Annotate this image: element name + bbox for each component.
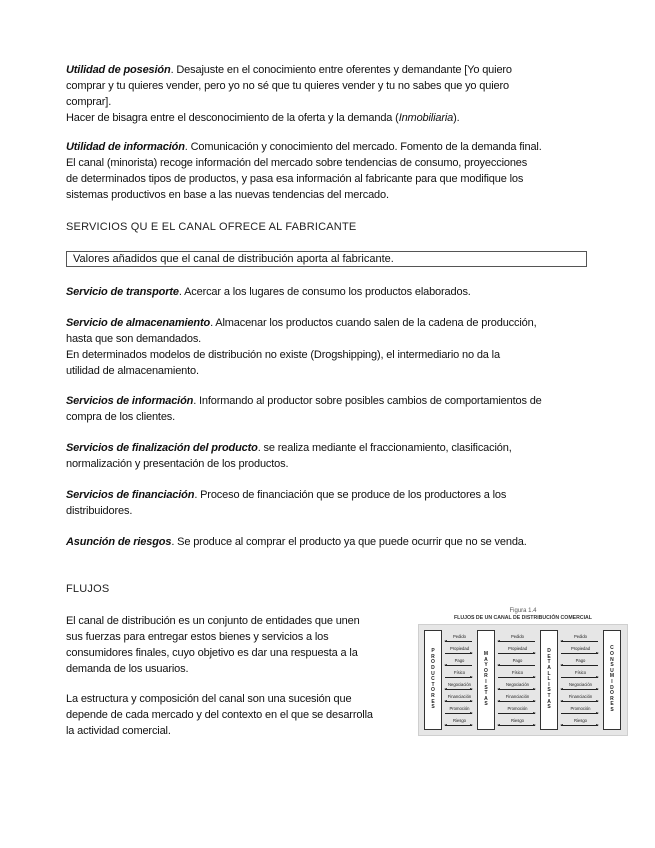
arrow-line — [561, 713, 598, 714]
flow-label: Pago — [454, 658, 465, 663]
flow-label: Negociación — [568, 682, 593, 687]
paragraph-flujos-1: El canal de distribución es un conjunto de entidades que unen sus fuerzas para entregar estos bienes y servicios a los consumidores finales, cuyo objetivo es dar una respuesta a la demanda de los usuarios. — [66, 615, 360, 675]
arrow-line — [498, 665, 535, 666]
flow-arrow — [496, 670, 539, 682]
arrow-line — [445, 665, 472, 666]
flow-arrow — [443, 646, 476, 658]
column-consumidores — [603, 630, 621, 730]
column-mayoristas — [477, 630, 495, 730]
flow-label: Pedido — [452, 634, 467, 639]
term-servicios-informacion: Servicios de información — [66, 395, 194, 407]
arrow-line — [498, 713, 535, 714]
flow-label: Riesgo — [452, 718, 467, 723]
flow-label: Riesgo — [573, 718, 588, 723]
flow-arrow — [559, 706, 602, 718]
flow-arrow — [559, 646, 602, 658]
flow-label: Físico — [574, 670, 587, 675]
column-label — [547, 649, 551, 711]
column-letter: O — [610, 651, 614, 658]
arrow-line — [445, 701, 472, 702]
column-letter: O — [610, 690, 614, 697]
figure-caption: Figura 1.4 — [509, 608, 537, 614]
column-letter: A — [484, 695, 488, 702]
arrow-line — [445, 677, 472, 678]
term-utilidad-informacion: Utilidad de información — [66, 141, 185, 153]
paragraph-asuncion-riesgos: Asunción de riesgos. Se produce al comprar el producto ya que puede ocurrir que no se venda. — [66, 536, 527, 548]
column-letter: U — [431, 670, 435, 677]
flow-arrow — [443, 670, 476, 682]
column-letter: L — [547, 670, 551, 677]
column-letter: S — [610, 662, 614, 669]
arrow-line — [561, 653, 598, 654]
arrow-line — [445, 689, 472, 690]
column-letter: S — [484, 701, 488, 708]
boxed-note: Valores añadidos que el canal de distribución aporta al fabricante. — [66, 251, 587, 267]
column-letter: O — [431, 659, 435, 666]
column-letter: C — [431, 676, 435, 683]
column-letter: D — [610, 684, 614, 691]
column-letter: S — [547, 687, 551, 694]
section-title-servicios: SERVICIOS QU E EL CANAL OFRECE AL FABRICANTE — [66, 221, 357, 233]
arrow-line — [498, 677, 535, 678]
flow-label: Negociación — [505, 682, 530, 687]
flow-label: Financiación — [505, 694, 530, 699]
column-letter: T — [547, 659, 551, 666]
arrow-line — [498, 641, 535, 642]
column-letter: I — [611, 679, 613, 685]
arrow-line — [498, 653, 535, 654]
flow-arrow — [443, 658, 476, 670]
arrow-line — [498, 725, 535, 726]
column-letter: S — [484, 684, 488, 691]
flow-arrow — [443, 634, 476, 646]
column-letter: U — [610, 667, 614, 674]
flow-arrow — [443, 718, 476, 730]
column-letter: M — [609, 673, 615, 680]
term-utilidad-posesion: Utilidad de posesión — [66, 64, 171, 76]
paragraph-servicio-almacenamiento: Servicio de almacenamiento. Almacenar los productos cuando salen de la cadena de producción, hasta que son demandados. En determinados modelos de distribución no existe (Drogshipping), el intermediario no da la utilidad de almacenamiento. — [66, 317, 537, 377]
term-asuncion-riesgos: Asunción de riesgos — [66, 536, 172, 548]
flows-group-1 — [443, 630, 476, 730]
column-letter: E — [431, 698, 435, 705]
column-letter: A — [547, 698, 551, 705]
flow-label: Propiedad — [570, 646, 591, 651]
flow-arrow — [559, 634, 602, 646]
column-letter: I — [485, 679, 487, 685]
flow-label: Pedido — [510, 634, 525, 639]
column-letter: O — [431, 687, 435, 694]
arrow-line — [445, 725, 472, 726]
flow-arrow — [496, 658, 539, 670]
column-letter: R — [431, 653, 435, 660]
flow-arrow — [496, 718, 539, 730]
arrow-line — [445, 641, 472, 642]
column-letter: R — [484, 673, 488, 680]
arrow-line — [561, 641, 598, 642]
figure-title: FLUJOS DE UN CANAL DE DISTRIBUCIÓN COMERCIAL — [454, 615, 592, 621]
flow-label: Financiación — [447, 694, 472, 699]
flow-arrow — [443, 694, 476, 706]
flow-arrow — [443, 706, 476, 718]
arrow-line — [498, 689, 535, 690]
column-label — [610, 646, 614, 713]
paragraph-flujos-2: La estructura y composición del canal son una sucesión que depende de cada mercado y del contexto en el que se desarrolla la actividad comercial. — [66, 693, 373, 737]
column-letter: D — [431, 665, 435, 672]
column-letter: T — [431, 681, 435, 688]
column-letter: O — [484, 667, 488, 674]
arrow-line — [445, 713, 472, 714]
column-letter: P — [431, 648, 435, 655]
column-letter: A — [547, 665, 551, 672]
section-title-flujos: FLUJOS — [66, 583, 110, 595]
term-servicios-financiacion: Servicios de financiación — [66, 489, 195, 501]
flow-arrow — [496, 694, 539, 706]
flow-arrow — [559, 658, 602, 670]
column-letter: D — [547, 648, 551, 655]
flow-arrow — [496, 646, 539, 658]
arrow-line — [561, 689, 598, 690]
column-letter: I — [548, 681, 550, 688]
column-letter: S — [431, 704, 435, 711]
column-letter: E — [547, 653, 551, 660]
flow-arrow — [559, 718, 602, 730]
figure-flujos-canal — [418, 608, 628, 736]
flows-group-2 — [496, 630, 539, 730]
column-label — [431, 649, 435, 711]
flow-label: Negociación — [447, 682, 472, 687]
flow-arrow — [559, 670, 602, 682]
paragraph-servicios-financiacion: Servicios de financiación. Proceso de financiación que se produce de los productores a los distribuidores. — [66, 489, 507, 517]
arrow-line — [561, 677, 598, 678]
column-letter: C — [610, 645, 614, 652]
arrow-line — [498, 701, 535, 702]
term-servicios-finalizacion: Servicios de finalización del producto — [66, 442, 258, 454]
paragraph-utilidad-informacion: Utilidad de información. Comunicación y conocimiento del mercado. Fomento de la demanda final. El canal (minorista) recoge información del mercado sobre tendencias de consumo, proyecciones de determinados tipos de productos, y pasa esa información al fabricante para que modifique los sistemas productivos en base a las nuevas tendencias del mercado. — [66, 141, 542, 201]
column-letter: T — [547, 692, 551, 699]
arrow-line — [561, 701, 598, 702]
arrow-line — [561, 725, 598, 726]
column-letter: N — [610, 656, 614, 663]
flow-arrow — [496, 634, 539, 646]
column-letter: T — [484, 690, 488, 697]
column-productores — [424, 630, 442, 730]
column-letter: R — [610, 695, 614, 702]
flow-label: Pago — [512, 658, 523, 663]
column-letter: M — [483, 651, 489, 658]
column-letter: Y — [484, 662, 488, 669]
flows-group-3 — [559, 630, 602, 730]
flow-arrow — [559, 682, 602, 694]
flow-label: Riesgo — [510, 718, 525, 723]
arrow-line — [561, 665, 598, 666]
column-letter: A — [484, 656, 488, 663]
flow-label: Pago — [575, 658, 586, 663]
column-letter: L — [547, 676, 551, 683]
flow-arrow — [443, 682, 476, 694]
paragraph-servicio-transporte: Servicio de transporte. Acercar a los lugares de consumo los productos elaborados. — [66, 286, 471, 298]
paragraph-servicios-informacion: Servicios de información. Informando al productor sobre posibles cambios de comportamientos de compra de los clientes. — [66, 395, 542, 423]
flow-label: Físico — [453, 670, 466, 675]
flow-label: Promoción — [570, 706, 591, 711]
column-letter: S — [610, 706, 614, 713]
flow-arrow — [496, 682, 539, 694]
flow-label: Financiación — [568, 694, 593, 699]
column-letter: S — [547, 704, 551, 711]
flow-label: Propiedad — [507, 646, 528, 651]
column-letter: E — [610, 701, 614, 708]
column-detallistas — [540, 630, 558, 730]
arrow-line — [445, 653, 472, 654]
flow-arrow — [559, 694, 602, 706]
flow-arrow — [496, 706, 539, 718]
flow-label: Promoción — [449, 706, 470, 711]
term-servicio-transporte: Servicio de transporte — [66, 286, 179, 298]
term-servicio-almacenamiento: Servicio de almacenamiento — [66, 317, 211, 329]
column-letter: R — [431, 692, 435, 699]
flow-label: Pedido — [573, 634, 588, 639]
column-label — [484, 652, 488, 708]
paragraph-servicios-finalizacion: Servicios de finalización del producto. se realiza mediante el fraccionamiento, clasificación, normalización y presentación de los productos. — [66, 442, 512, 470]
paragraph-utilidad-posesion: Utilidad de posesión. Desajuste en el conocimiento entre oferentes y demandante [Yo quiero comprar y tu quieres vender, pero yo no sé que tu quieres vender y tu no sabes que yo quiero comprar]. Hacer de bisagra entre el desconocimiento de la oferta y la demanda (Inmobiliaria). — [66, 64, 512, 124]
flow-label: Propiedad — [449, 646, 470, 651]
flow-label: Físico — [511, 670, 524, 675]
flow-label: Promoción — [507, 706, 528, 711]
